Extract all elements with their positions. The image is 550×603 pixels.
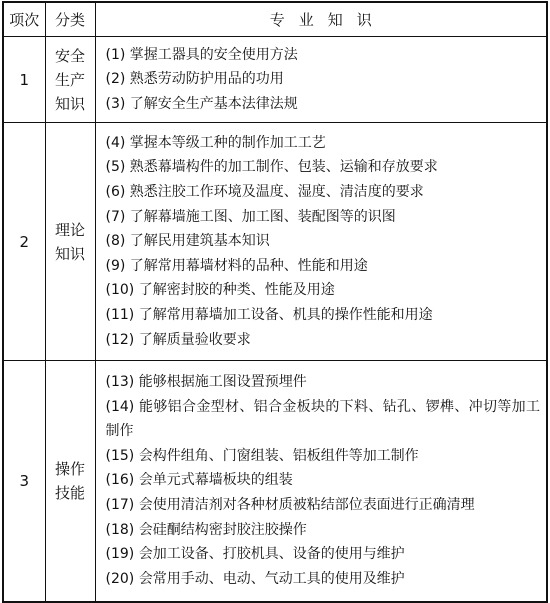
- row-items: [95, 361, 547, 602]
- table-header-row: [3, 2, 547, 37]
- row-category: [45, 123, 95, 361]
- list-item: (18) 会硅酮结构密封胶注胶操作: [105, 521, 307, 538]
- list-item: (3) 了解安全生产基本法律法规: [105, 95, 298, 112]
- list-item: (12) 了解质量验收要求: [105, 331, 251, 348]
- list-item: (2) 熟悉劳动防护用品的功用: [105, 71, 284, 88]
- list-item: (8) 了解民用建筑基本知识: [105, 233, 270, 250]
- list-item: (4) 掌握本等级工种的制作加工工艺: [105, 134, 326, 151]
- row-items: [95, 123, 547, 361]
- list-item: (19) 会加工设备、打胶机具、设备的使用与维护: [105, 546, 405, 563]
- category-label: 理论知识: [54, 220, 85, 263]
- header-index: 项次: [3, 2, 45, 37]
- row-category: [45, 361, 95, 602]
- list-item: (6) 熟悉注胶工作环境及温度、湿度、清洁度的要求: [105, 184, 424, 201]
- knowledge-table: [2, 1, 548, 603]
- list-item: (13) 能够根据施工图设置预埋件: [105, 374, 307, 391]
- list-item: (20) 会常用手动、电动、气动工具的使用及维护: [105, 570, 405, 587]
- list-item: (14) 能够铝合金型材、铝合金板块的下料、钻孔、锣榫、冲切等加工制作: [105, 398, 540, 440]
- list-item: (10) 了解密封胶的种类、性能及用途: [105, 282, 335, 299]
- table-row: [3, 361, 547, 602]
- row-category: [45, 37, 95, 123]
- header-category: 分类: [45, 2, 95, 37]
- row-index: 3: [3, 361, 45, 602]
- list-item: (17) 会使用清洁剂对各种材质被粘结部位表面进行正确清理: [105, 497, 475, 514]
- list-item: (9) 了解常用幕墙材料的品种、性能和用途: [105, 257, 368, 274]
- list-item: (1) 掌握工器具的安全使用方法: [105, 46, 298, 63]
- table-row: [3, 37, 547, 123]
- row-index: 1: [3, 37, 45, 123]
- row-items: [95, 37, 547, 123]
- table-row: [3, 123, 547, 361]
- row-index: 2: [3, 123, 45, 361]
- list-item: (15) 会构件组角、门窗组装、铝板组件等加工制作: [105, 447, 419, 464]
- list-item: (7) 了解幕墙施工图、加工图、装配图等的识图: [105, 208, 396, 225]
- category-label: 操作技能: [54, 459, 85, 502]
- list-item: (16) 会单元式幕墙板块的组装: [105, 472, 293, 489]
- list-item: (11) 了解常用幕墙加工设备、机具的操作性能和用途: [105, 306, 433, 323]
- category-label: 安全生产知识: [54, 46, 85, 113]
- list-item: (5) 熟悉幕墙构件的加工制作、包装、运输和存放要求: [105, 159, 438, 176]
- header-knowledge: 专业知识: [95, 2, 547, 37]
